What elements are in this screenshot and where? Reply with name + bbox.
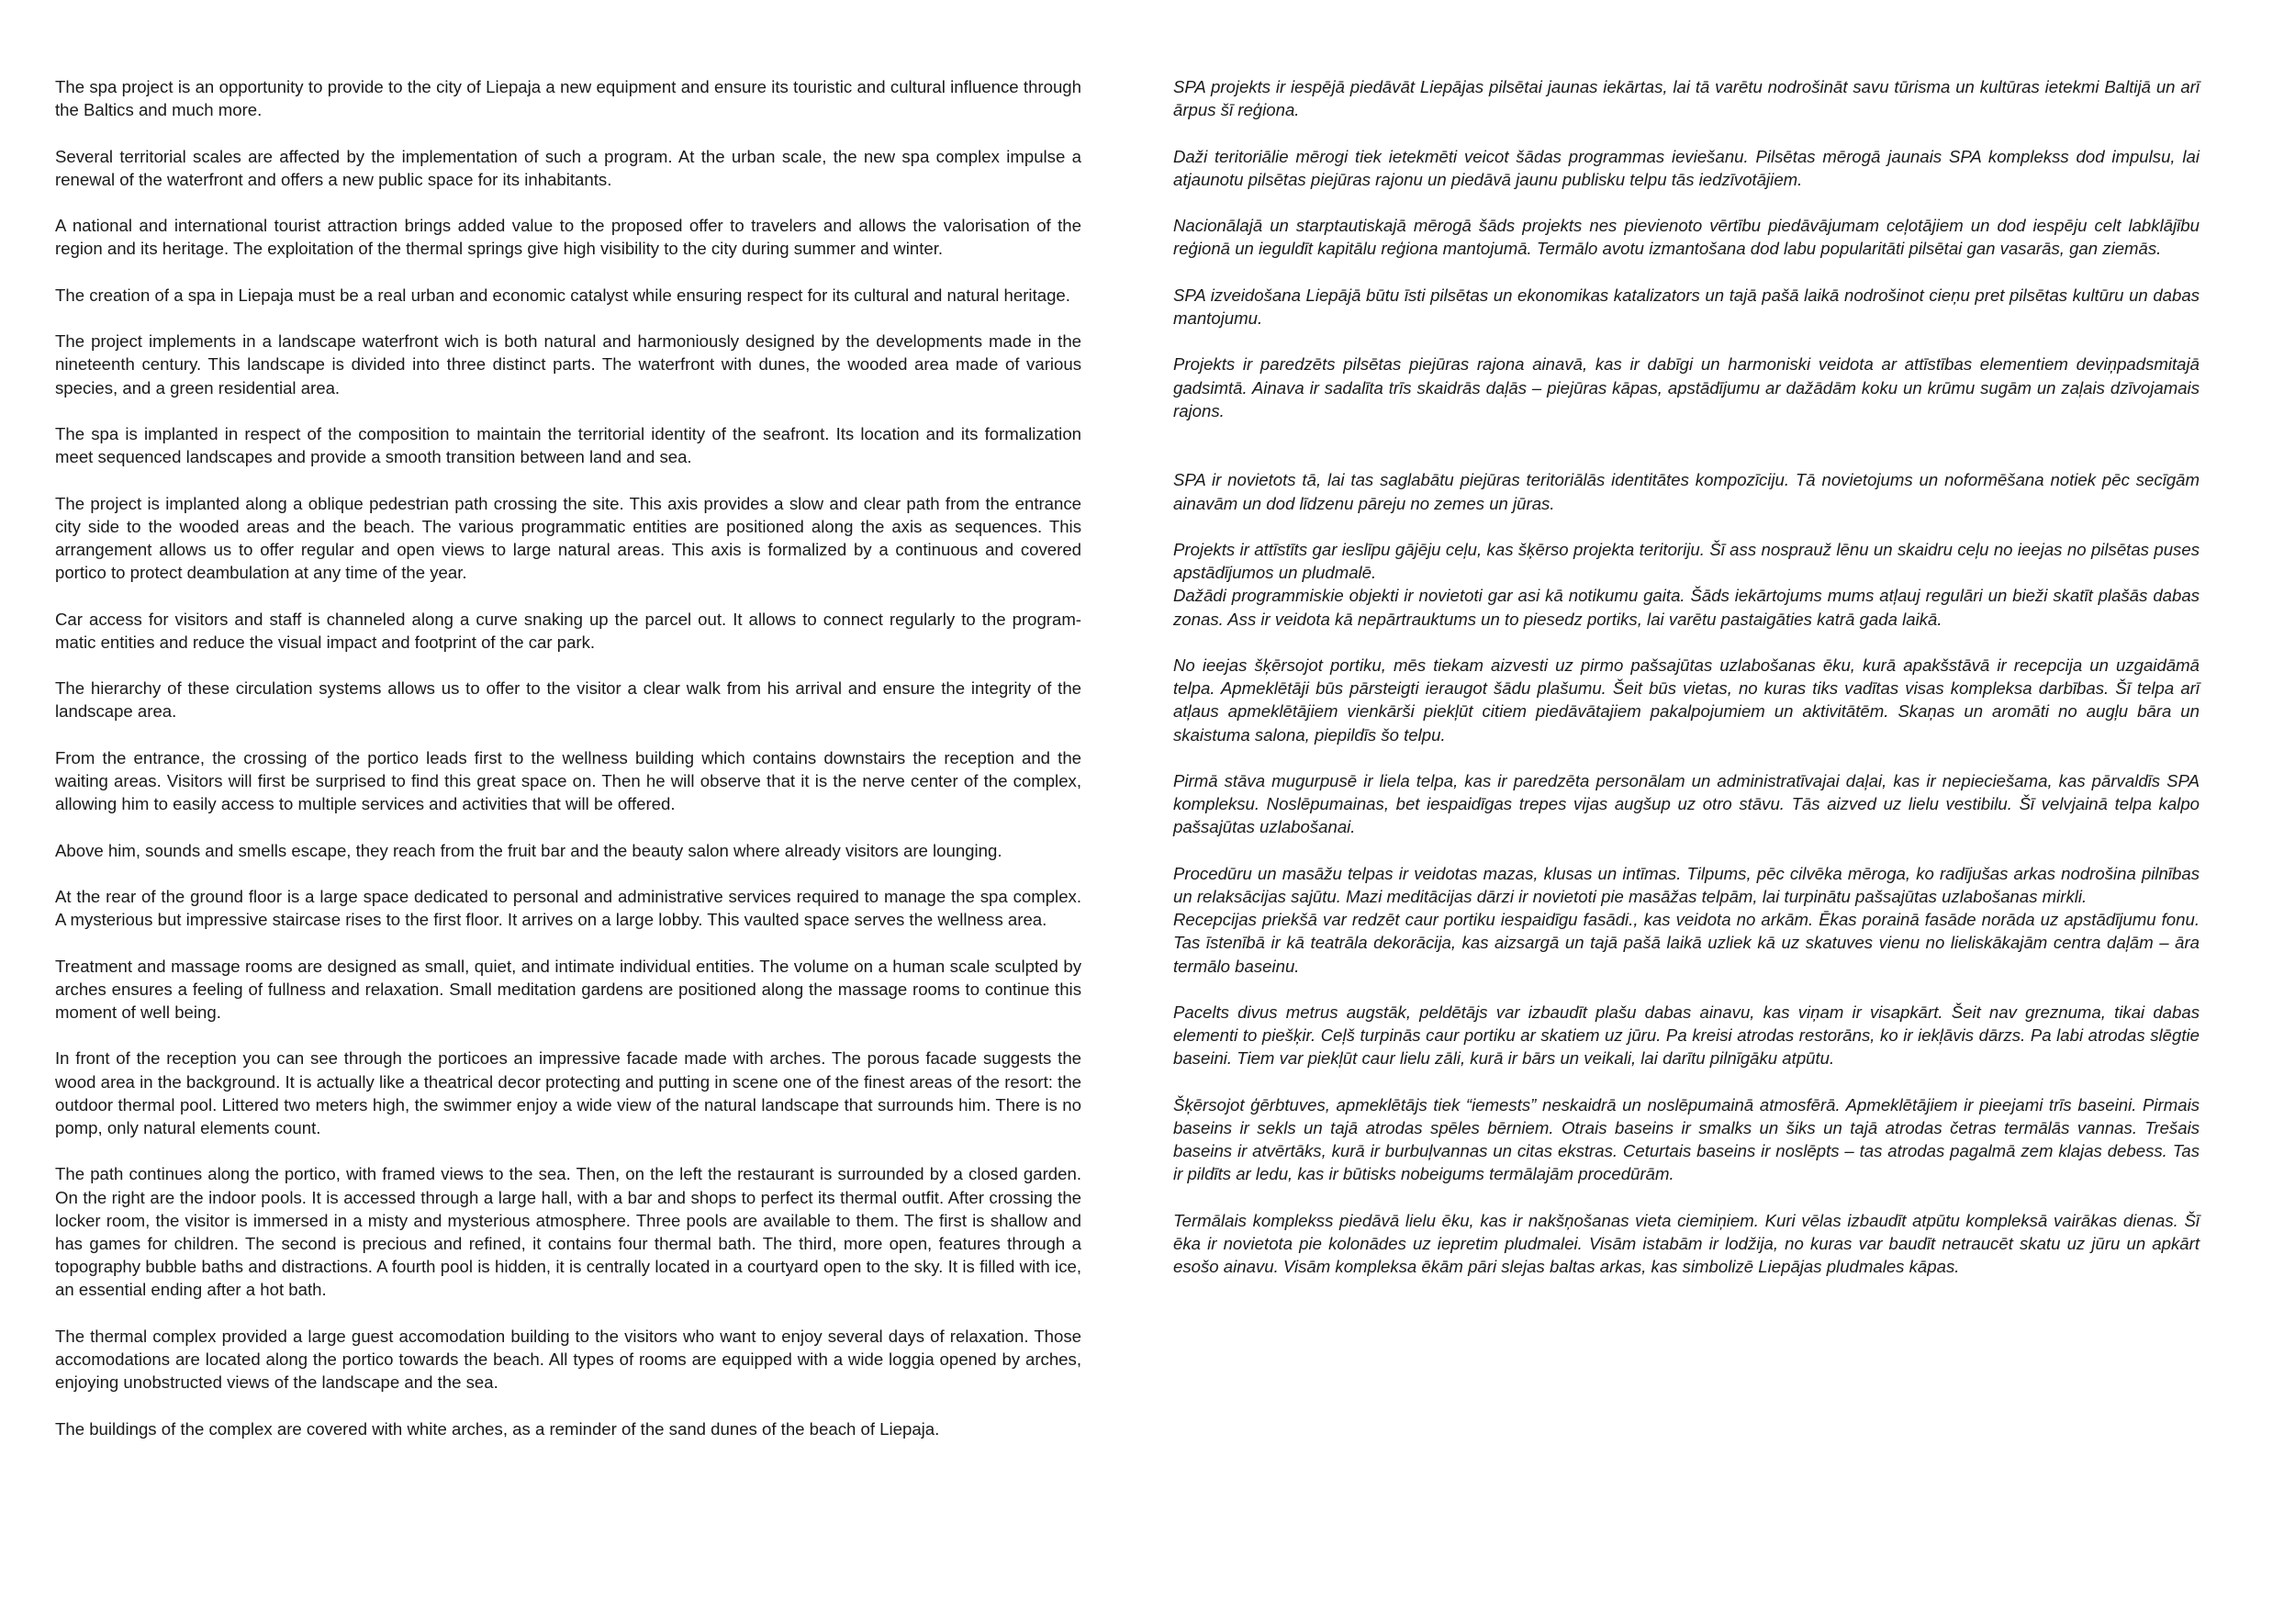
paragraph-en-17: The buildings of the complex are covered with white arches, as a reminder of the sand dunes of the beach of Liepaja.	[55, 1418, 940, 1439]
paragraph-lv-14: Šķērsojot ģērbtuves, apmeklētājs tiek “iemests” neskaidrā un noslēpumainā atmosfērā. Apmeklētājiem ir pieejami trīs baseini. Pirmais baseins ir sekls un tajā atrodas spēles bērniem. Otrais baseins ir smalks un šiks un tajā atrodas četras termālās vannas. Trešais baseins ir atvērtāks, kurā ir burbuļvannas un citas ekstras. Ceturtais baseins ir noslēpts – tas atrodas pagalmā zem klajas debess. Tas ir pildīts ar ledu, kas ir būtisks nobeigums termālajām procedūrām.	[1173, 1094, 2200, 1184]
paragraph-lv-5: Projekts ir paredzēts pilsētas piejūras rajona ainavā, kas ir dabīgi un harmoniski veidota ar attīstības elementiem deviņpadsmitajā gadsimtā. Ainava ir sadalīta trīs skaidrās daļās – piejūras kāpas, apstādījumu ar dažādām koku un krūmu sugām un zaļais dzīvojamais rajons.	[1173, 354, 2200, 420]
paragraph-en-11: Above him, sounds and smells escape, they reach from the fruit bar and the beauty salon where already visitors are lounging.	[55, 840, 1002, 860]
paragraph-en-15: The path continues along the portico, with framed views to the sea. Then, on the left the restaurant is surrounded by a closed garden. On the right are the indoor pools. It is accessed through a large hall, with a bar and shops to perfect its thermal outfit. After crossing the locker room, the visitor is immersed in a misty and mysterious atmosphere. Three pools are available to them. The first is shallow and has games for children. The second is precious and refined, it contains four thermal bath. The third, more open, features through a topography bubble baths and distractions. A fourth pool is hidden, it is centrally located in a courtyard open to the sky. It is filled with ice, an essential ending after a hot bath.	[55, 1164, 1081, 1300]
paragraph-lv-10: Pirmā stāva mugurpusē ir liela telpa, kas ir paredzēta personālam un administratīvajai daļai, kas ir nepieciešama, kas pārvaldīs SPA kompleksu. Noslēpumainas, bet iespaidīgas trepes vijas augšup uz otro stāvu. Tās aizved uz lielu vestibilu. Šī velvjainā telpa kalpo pašsajūtas uzlabošanai.	[1173, 770, 2200, 837]
paragraph-en-3: A national and international tourist attraction brings added value to the proposed offer to travelers and allows the valorisation of the region and its heritage. The exploitation of the thermal springs give high visibility to the city during summer and winter.	[55, 216, 1081, 259]
paragraph-lv-1: SPA projekts ir iespējā piedāvāt Liepājas pilsētai jaunas iekārtas, lai tā varētu nodrošināt savu tūrisma un kultūras ietekmi Baltijā un arī ārpus šī reģiona.	[1173, 77, 2200, 120]
paragraph-lv-7: Projekts ir attīstīts gar ieslīpu gājēju ceļu, kas šķērso projekta teritoriju. Šī ass nosprauž lēnu un skaidru ceļu no ieejas no pilsētas puses apstādījumos un pludmalē.	[1173, 539, 2200, 583]
paragraph-en-2: Several territorial scales are affected by the implementation of such a program. At the urban scale, the new spa complex impulse a renewal of the waterfront and offers a new public space for its inhabitants.	[55, 146, 1081, 189]
paragraph-en-1: The spa project is an opportunity to provide to the city of Liepaja a new equipment and ensure its touristic and cultural influence through the Baltics and much more.	[55, 77, 1081, 120]
paragraph-en-7: The project is implanted along a oblique pedestrian path crossing the site. This axis provides a slow and clear path from the entrance city side to the wooded areas and the beach. The various programmatic entities are positioned along the axis as sequences. This arrangement allows us to offer regular and open views to large natural areas. This axis is formalized by a continuous and covered portico to protect deambulation at any time of the year.	[55, 493, 1081, 583]
latvian-text-column	[1173, 75, 2200, 1302]
paragraph-en-6: The spa is implanted in respect of the composition to maintain the territorial identity of the seafront. Its location and its formalization meet sequenced landscapes and provide a smooth transition between land and sea.	[55, 423, 1081, 467]
paragraph-en-9: The hierarchy of these circulation systems allows us to offer to the visitor a clear walk from his arrival and ensure the integrity of the landscape area.	[55, 678, 1081, 722]
paragraph-lv-6: SPA ir novietots tā, lai tas saglabātu piejūras teritoriālās identitātes kompozīciju. Tā novietojums un noformēšana notiek pēc secīgām ainavām un dod līdzenu pāreju no zemes un jūras.	[1173, 470, 2200, 513]
paragraph-lv-3: Nacionālajā un starptautiskajā mērogā šāds projekts nes pievienoto vērtību piedāvājumam ceļotājiem un dod iespēju celt labklājību reģionā un ieguldīt kapitālu reģiona mantojumā. Termālo avotu izmantošana dod labu popularitāti pilsētai gan vasarās, gan ziemās.	[1173, 216, 2200, 259]
paragraph-lv-8: Dažādi programmiskie objekti ir novietoti gar asi kā notikumu gaita. Šāds iekārtojums mums atļauj regulāri un bieži skatīt plašās dabas zonas. Ass ir veidota kā nepārtrauktums un to piesedz portiks, lai varētu pastaigāties katrā gada laikā.	[1173, 586, 2200, 629]
paragraph-lv-2: Daži teritoriālie mērogi tiek ietekmēti veicot šādas programmas ieviešanu. Pilsētas mērogā jaunais SPA komplekss dod impulsu, lai atjaunotu pilsētas piejūras rajonu un piedāvā jaunu publisku telpu tās iedzīvotājiem.	[1173, 146, 2200, 189]
paragraph-lv-9: No ieejas šķērsojot portiku, mēs tiekam aizvesti uz pirmo pašsajūtas uzlabošanas ēku, kurā apakšstāvā ir recepcija un uzgaidāmā telpa. Apmeklētāji būs pārsteigti ieraugot šādu plašumu. Šeit būs vietas, no kuras tiks vadītas visas kompleksa darbības. Šī telpa arī atļaus apmeklētājiem vienkārši piekļūt citiem piedāvātajiem pakalpojumiem un aktivitātēm. Skaņas un aromāti no augļu bāra un skaistuma salona, piepildīs šo telpu.	[1173, 655, 2200, 745]
paragraph-en-16: The thermal complex provided a large guest accomodation building to the visitors who want to enjoy several days of relaxation. Those accomodations are located along the portico towards the beach. All types of rooms are equipped with a wide loggia opened by arches, enjoying unobstructed views of the landscape and the sea.	[55, 1326, 1081, 1393]
paragraph-lv-13: Pacelts divus metrus augstāk, peldētājs var izbaudīt plašu dabas ainavu, kas viņam ir visapkārt. Šeit nav greznuma, tikai dabas elementi to piešķir. Ceļš turpinās caur portiku ar skatiem uz jūru. Pa kreisi atrodas restorāns, ko ir iekļāvis dārzs. Pa labi atrodas slēgtie baseini. Tiem var piekļūt caur lielu zāli, kurā ir bārs un veikali, lai darītu pilnīgāku atpūtu.	[1173, 1002, 2200, 1069]
paragraph-lv-11: Procedūru un masāžu telpas ir veidotas mazas, klusas un intīmas. Tilpums, pēc cilvēka mēroga, ko radījušas arkas nodrošina pilnības un relaksācijas sajūtu. Mazi meditācijas dārzi ir novietoti pie masāžas telpām, lai turpinātu pašsajūtas uzlabošanas mirkli.	[1173, 863, 2200, 906]
paragraph-en-13: Treatment and massage rooms are designed as small, quiet, and intimate individual entities. The volume on a human scale sculpted by arches ensures a feeling of fullness and relaxation. Small meditation gardens are positioned along the massage rooms to continue this moment of well being.	[55, 956, 1081, 1022]
paragraph-en-14: In front of the reception you can see through the porticoes an impressive facade made with arches. The porous facade suggests the wood area in the background. It is actually like a theatrical decor protecting and putting in scene one of the finest areas of the resort: the outdoor thermal pool. Littered two meters high, the swimmer enjoy a wide view of the natural landscape that surrounds him. There is no pomp, only natural elements count.	[55, 1048, 1081, 1137]
paragraph-lv-12: Recepcijas priekšā var redzēt caur portiku iespaidīgu fasādi., kas veidota no arkām. Ēkas porainā fasāde norāda uz apstādījumu fonu. Tas īstenībā ir kā teatrāla dekorācija, kas aizsargā un tajā pašā laikā uzliek kā uz skatuves vienu no lieliskākajām centra daļām – āra termālo baseinu.	[1173, 910, 2200, 976]
english-text-column	[55, 75, 1081, 1463]
paragraph-en-8: Car access for visitors and staff is channeled along a curve snaking up the parcel out. It allows to connect regularly to the program-matic entities and reduce the visual impact and footprint of the car park.	[55, 609, 1081, 652]
paragraph-en-4: The creation of a spa in Liepaja must be a real urban and economic catalyst while ensuring respect for its cultural and natural heritage.	[55, 285, 1070, 305]
paragraph-en-5: The project implements in a landscape waterfront wich is both natural and harmoniously designed by the developments made in the nineteenth century. This landscape is divided into three distinct parts. The waterfront with dunes, the wooded area made of various species, and a green residential area.	[55, 331, 1081, 398]
paragraph-lv-15: Termālais komplekss piedāvā lielu ēku, kas ir nakšņošanas vieta ciemiņiem. Kuri vēlas izbaudīt atpūtu kompleksā vairākas dienas. Šī ēka ir novietota pie kolonādes uz iepretim pludmalei. Visām istabām ir lodžija, no kuras var baudīt netraucēt skatu uz jūru un apkārt esošo ainavu. Visām kompleksa ēkām pāri slejas baltas arkas, kas simbolizē Liepājas pludmales kāpas.	[1173, 1210, 2200, 1277]
paragraph-lv-4: SPA izveidošana Liepājā būtu īsti pilsētas un ekonomikas katalizators un tajā pašā laikā nodrošinot cieņu pret pilsētas kultūru un dabas mantojumu.	[1173, 285, 2200, 328]
paragraph-en-12: At the rear of the ground floor is a large space dedicated to personal and administrative services required to manage the spa complex. A mysterious but impressive staircase rises to the first floor. It arrives on a large lobby. This vaulted space serves the wellness area.	[55, 886, 1081, 930]
paragraph-en-10: From the entrance, the crossing of the portico leads first to the wellness building which contains downstairs the reception and the waiting areas. Visitors will first be surprised to find this great space on. Then he will observe that it is the nerve center of the complex, allowing him to easily access to multiple services and activities that will be offered.	[55, 747, 1081, 814]
